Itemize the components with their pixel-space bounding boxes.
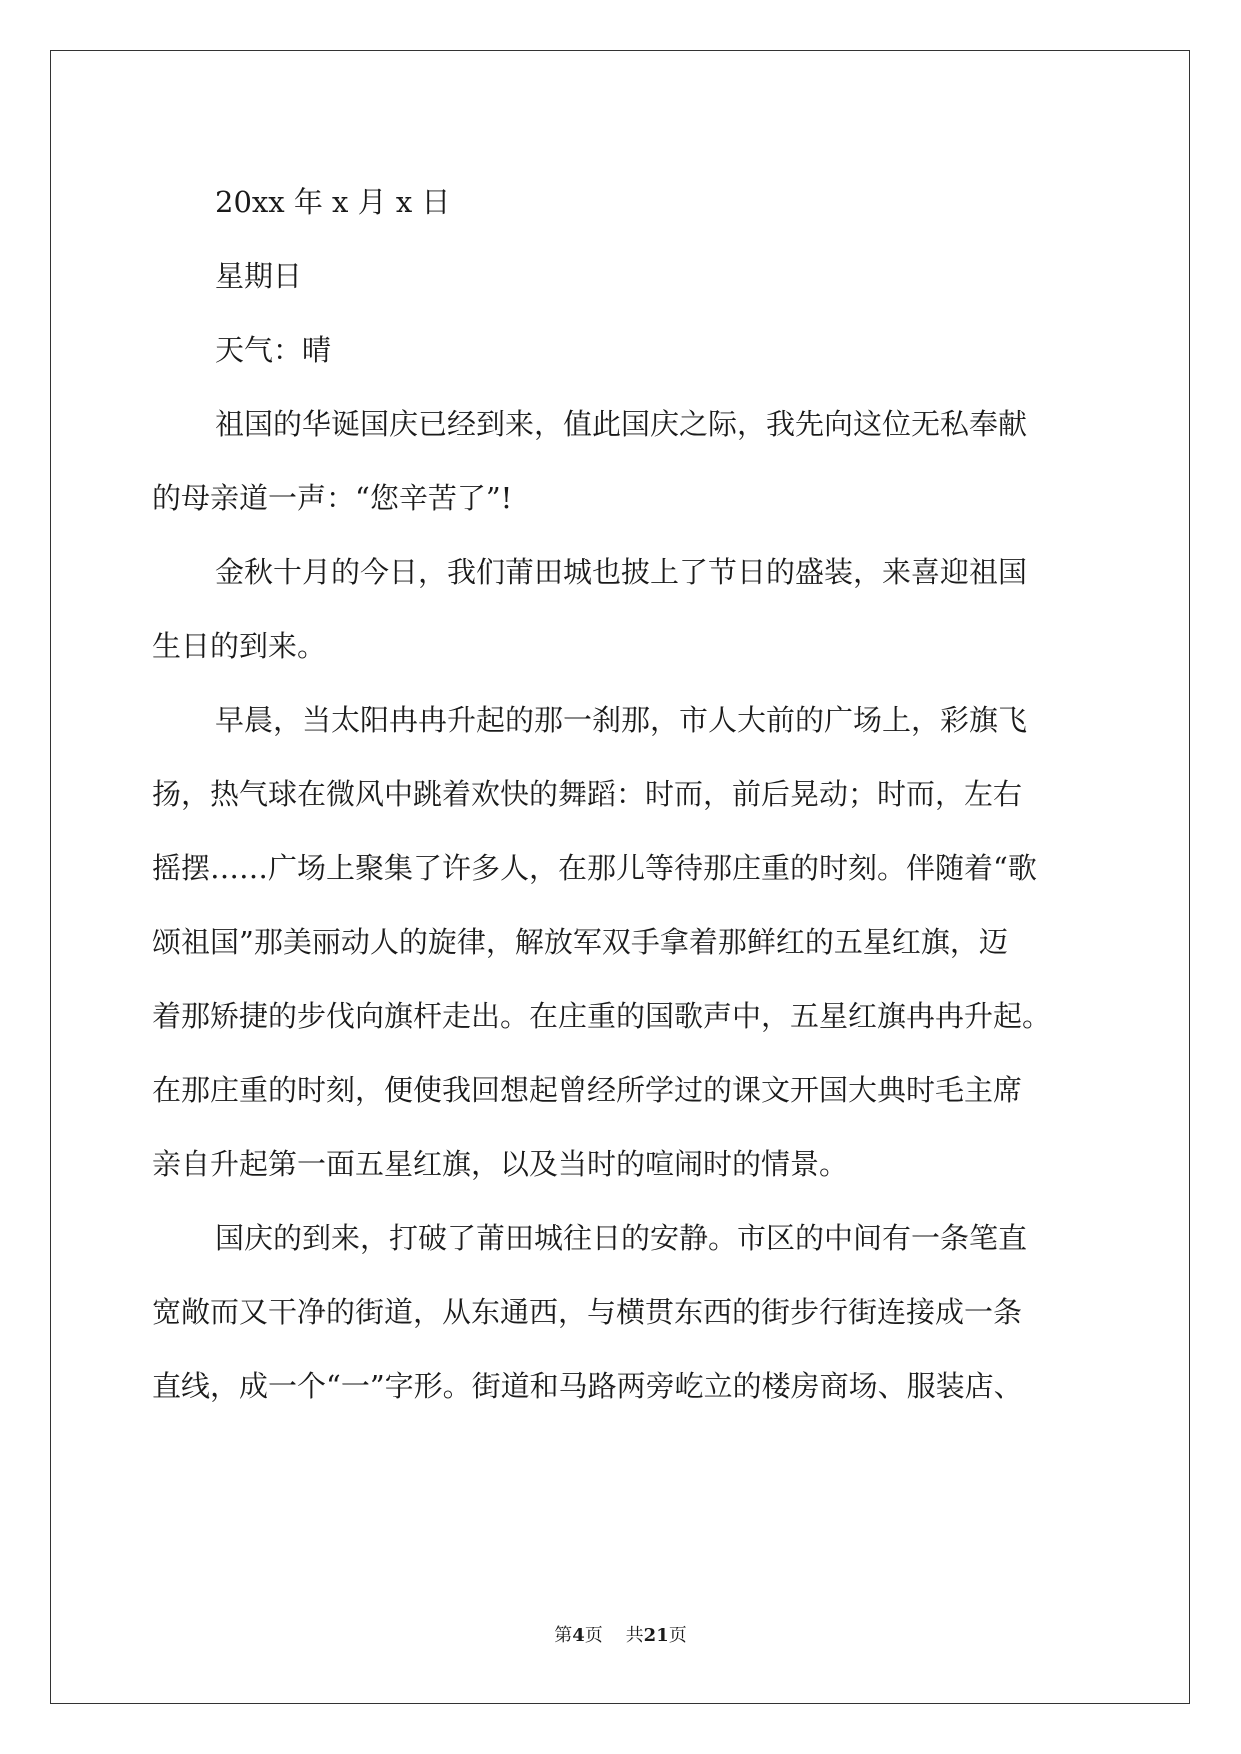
footer-prefix: 第 <box>554 1625 573 1646</box>
text-line: 20xx 年 x 月 x 日 <box>215 185 451 219</box>
text-line: 扬，热气球在微风中跳着欢快的舞蹈：时而，前后晃动；时而，左右 <box>152 777 1023 811</box>
text-line: 金秋十月的今日，我们莆田城也披上了节日的盛装，来喜迎祖国 <box>215 555 1028 589</box>
footer-page-number: 4 <box>572 1625 585 1646</box>
text-line: 生日的到来。 <box>152 629 327 663</box>
text-line: 亲自升起第一面五星红旗，以及当时的喧闹时的情景。 <box>152 1147 849 1181</box>
text-line: 直线，成一个“一”字形。街道和马路两旁屹立的楼房商场、服装店、 <box>152 1369 1023 1403</box>
text-line: 着那矫捷的步伐向旗杆走出。在庄重的国歌声中，五星红旗冉冉升起。 <box>152 999 1052 1033</box>
page-footer <box>0 1624 1241 1648</box>
text-line: 国庆的到来，打破了莆田城往日的安静。市区的中间有一条笔直 <box>215 1221 1028 1255</box>
text-line: 星期日 <box>215 259 303 293</box>
text-line: 天气：晴 <box>215 333 332 367</box>
document-body <box>152 165 1102 1423</box>
text-line: 的母亲道一声：“您辛苦了”! <box>152 481 513 515</box>
text-line: 祖国的华诞国庆已经到来，值此国庆之际，我先向这位无私奉献 <box>215 407 1028 441</box>
text-line: 摇摆……广场上聚集了许多人，在那儿等待那庄重的时刻。伴随着“歌 <box>152 851 1037 885</box>
text-line: 宽敞而又干净的街道，从东通西，与横贯东西的街步行街连接成一条 <box>152 1295 1023 1329</box>
footer-page-suffix: 页 <box>584 1625 603 1646</box>
text-line: 在那庄重的时刻，便使我回想起曾经所学过的课文开国大典时毛主席 <box>152 1073 1023 1107</box>
text-line: 颂祖国”那美丽动人的旋律，解放军双手拿着那鲜红的五星红旗，迈 <box>152 925 1008 959</box>
footer-total-pages: 21 <box>643 1625 669 1646</box>
footer-total-prefix: 共 <box>625 1625 644 1646</box>
footer-total-suffix: 页 <box>668 1625 687 1646</box>
text-line: 早晨，当太阳冉冉升起的那一刹那，市人大前的广场上，彩旗飞 <box>215 703 1028 737</box>
